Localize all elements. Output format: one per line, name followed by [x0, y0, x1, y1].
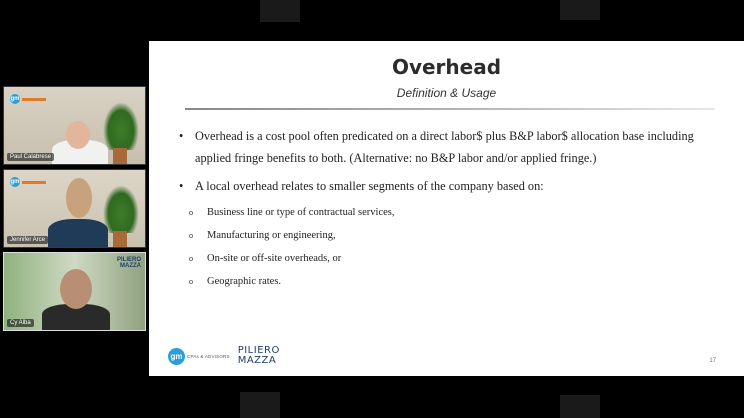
- page-number: 17: [709, 358, 716, 364]
- sub-bullet-item: [177, 201, 732, 224]
- person-figure: [48, 219, 108, 247]
- bullet-text: A local overhead relates to smaller segments of the company based on:: [195, 179, 544, 193]
- bullet-item: [177, 175, 732, 197]
- background-shape: [240, 392, 280, 418]
- background-shape: [260, 0, 300, 22]
- sub-bullet-mark: o: [189, 208, 193, 217]
- pm-logo-line2: MAZZA: [237, 355, 277, 366]
- participant-tile-jennifer[interactable]: [3, 169, 146, 248]
- participant-tile-cy[interactable]: [3, 252, 146, 331]
- gm-logo-mini: [10, 93, 50, 105]
- sub-bullet-text: On-site or off-site overheads, or: [207, 253, 342, 264]
- sub-bullet-text: Business line or type of contractual services,: [207, 207, 395, 218]
- participant-name: Paul Calabrese: [7, 153, 54, 161]
- slide-subtitle: Definition & Usage: [396, 86, 497, 100]
- bullet-item: [177, 125, 732, 169]
- sub-bullet-mark: o: [189, 231, 193, 240]
- bullet-mark: •: [179, 129, 184, 143]
- pm-logo-line1: PILIERO: [237, 345, 280, 356]
- slide-body: [177, 125, 732, 293]
- sub-bullet-item: [177, 247, 732, 270]
- slide-title: Overhead: [391, 55, 502, 79]
- bullet-mark: •: [179, 179, 184, 193]
- participant-name: Cy Alba: [7, 319, 34, 327]
- background-shape: [560, 395, 600, 418]
- gm-logo-icon: gm: [168, 348, 185, 365]
- background-shape: [560, 0, 600, 20]
- title-divider: [185, 108, 715, 110]
- presentation-slide: [149, 41, 744, 376]
- sub-bullet-item: [177, 224, 732, 247]
- gm-logo-icon: gm: [10, 96, 20, 102]
- participant-tile-paul[interactable]: [3, 86, 146, 165]
- plant-icon: [103, 102, 139, 150]
- plant-pot: [113, 148, 127, 164]
- piliero-mazza-logo-mini: PILIERO MAZZA: [116, 257, 141, 269]
- piliero-mazza-logo: [238, 346, 280, 366]
- bullet-text: Overhead is a cost pool often predicated on a direct labor$ plus B&P labor$ allocation base including applied fringe benefits to both. (Alternative: no B&P labor and/or applied fringe.): [195, 129, 694, 165]
- sub-bullet-mark: o: [189, 277, 193, 286]
- plant-icon: [103, 185, 139, 233]
- person-head: [66, 178, 92, 218]
- sub-bullet-text: Geographic rates.: [207, 276, 282, 287]
- sub-bullet-mark: o: [189, 254, 193, 263]
- gm-logo-icon: gm: [10, 179, 20, 185]
- sub-bullet-text: Manufacturing or engineering,: [207, 230, 336, 241]
- gm-logo: [168, 348, 230, 365]
- plant-pot: [113, 231, 127, 247]
- person-head: [66, 121, 90, 149]
- sub-bullet-item: [177, 270, 732, 293]
- participant-name: Jennifer Arce: [7, 236, 48, 244]
- person-head: [60, 269, 92, 309]
- gm-logo-text: CPAs & ADVISORS: [187, 353, 230, 359]
- footer-logos: [168, 346, 280, 366]
- gm-logo-mini: [10, 176, 50, 188]
